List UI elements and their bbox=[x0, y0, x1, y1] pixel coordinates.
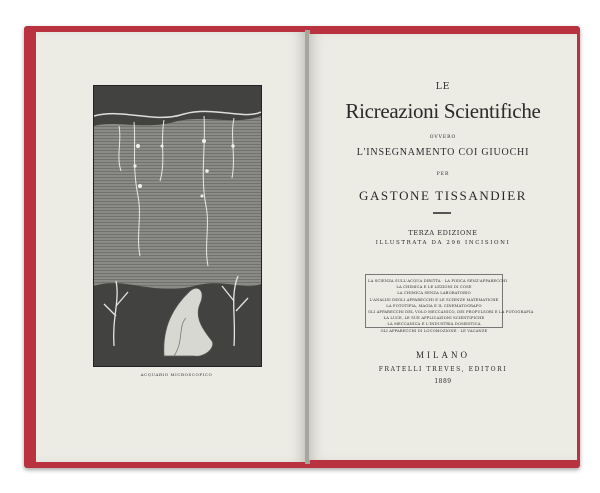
plate-caption: ACQUARIO MICROSCOPICO bbox=[140, 372, 213, 377]
book-author: GASTONE TISSANDIER bbox=[358, 188, 528, 203]
publisher-name: FRATELLI TREVES, EDITORI bbox=[378, 366, 508, 373]
publisher-city: MILANO bbox=[416, 350, 470, 360]
aquarium-illustration bbox=[94, 86, 261, 366]
illustrations-note: ILLUSTRATA DA 296 INCISIONI bbox=[375, 240, 511, 246]
contents-line: LA LUCE, LE SUE APPLICAZIONI SCIENTIFICHE bbox=[383, 316, 485, 321]
contents-line: LA FOTOTIPIA, MAGIA E IL CINEMATOGRAFO bbox=[386, 303, 482, 308]
title-per: PER bbox=[436, 172, 450, 177]
contents-line: GLI APPARECCHI DEL VOLO MECCANICO, DEI PROPULSORI E LA FOTOGRAFIA bbox=[368, 310, 534, 315]
book-subtitle: L'INSEGNAMENTO COI GIUOCHI bbox=[356, 147, 530, 158]
contents-line: LA CHIMICA E LE LEZIONI DI COSE bbox=[396, 285, 472, 290]
contents-box bbox=[365, 274, 534, 333]
contents-line: LA MECCANICA E L'INDUSTRIA DOMESTICA bbox=[387, 322, 481, 327]
frontispiece-engraving bbox=[93, 85, 262, 367]
book-title: Ricreazioni Scientifiche bbox=[345, 99, 541, 123]
title-ovvero: OVVERO bbox=[429, 135, 457, 140]
edition-note: TERZA EDIZIONE bbox=[408, 229, 478, 237]
title-article: LE bbox=[435, 82, 451, 92]
title-page bbox=[309, 34, 577, 460]
contents-line: LA CHIMICA SENZA LABORATORIO bbox=[397, 291, 471, 296]
publication-year: 1889 bbox=[434, 378, 452, 385]
ornament-rule bbox=[433, 212, 451, 214]
contents-line: GLI APPARECCHI DI LOCOMOZIONE · LE VACANZE bbox=[380, 328, 488, 333]
contents-line: LA SCIENZA SULL'ACQUA DIRITTA · LA FISICA SENZ'APPARECCHI bbox=[368, 279, 508, 283]
contents-line: L'ANALISI DEGLI APPARECCHI E LE SCIENZE MATEMATICHE bbox=[369, 297, 499, 302]
